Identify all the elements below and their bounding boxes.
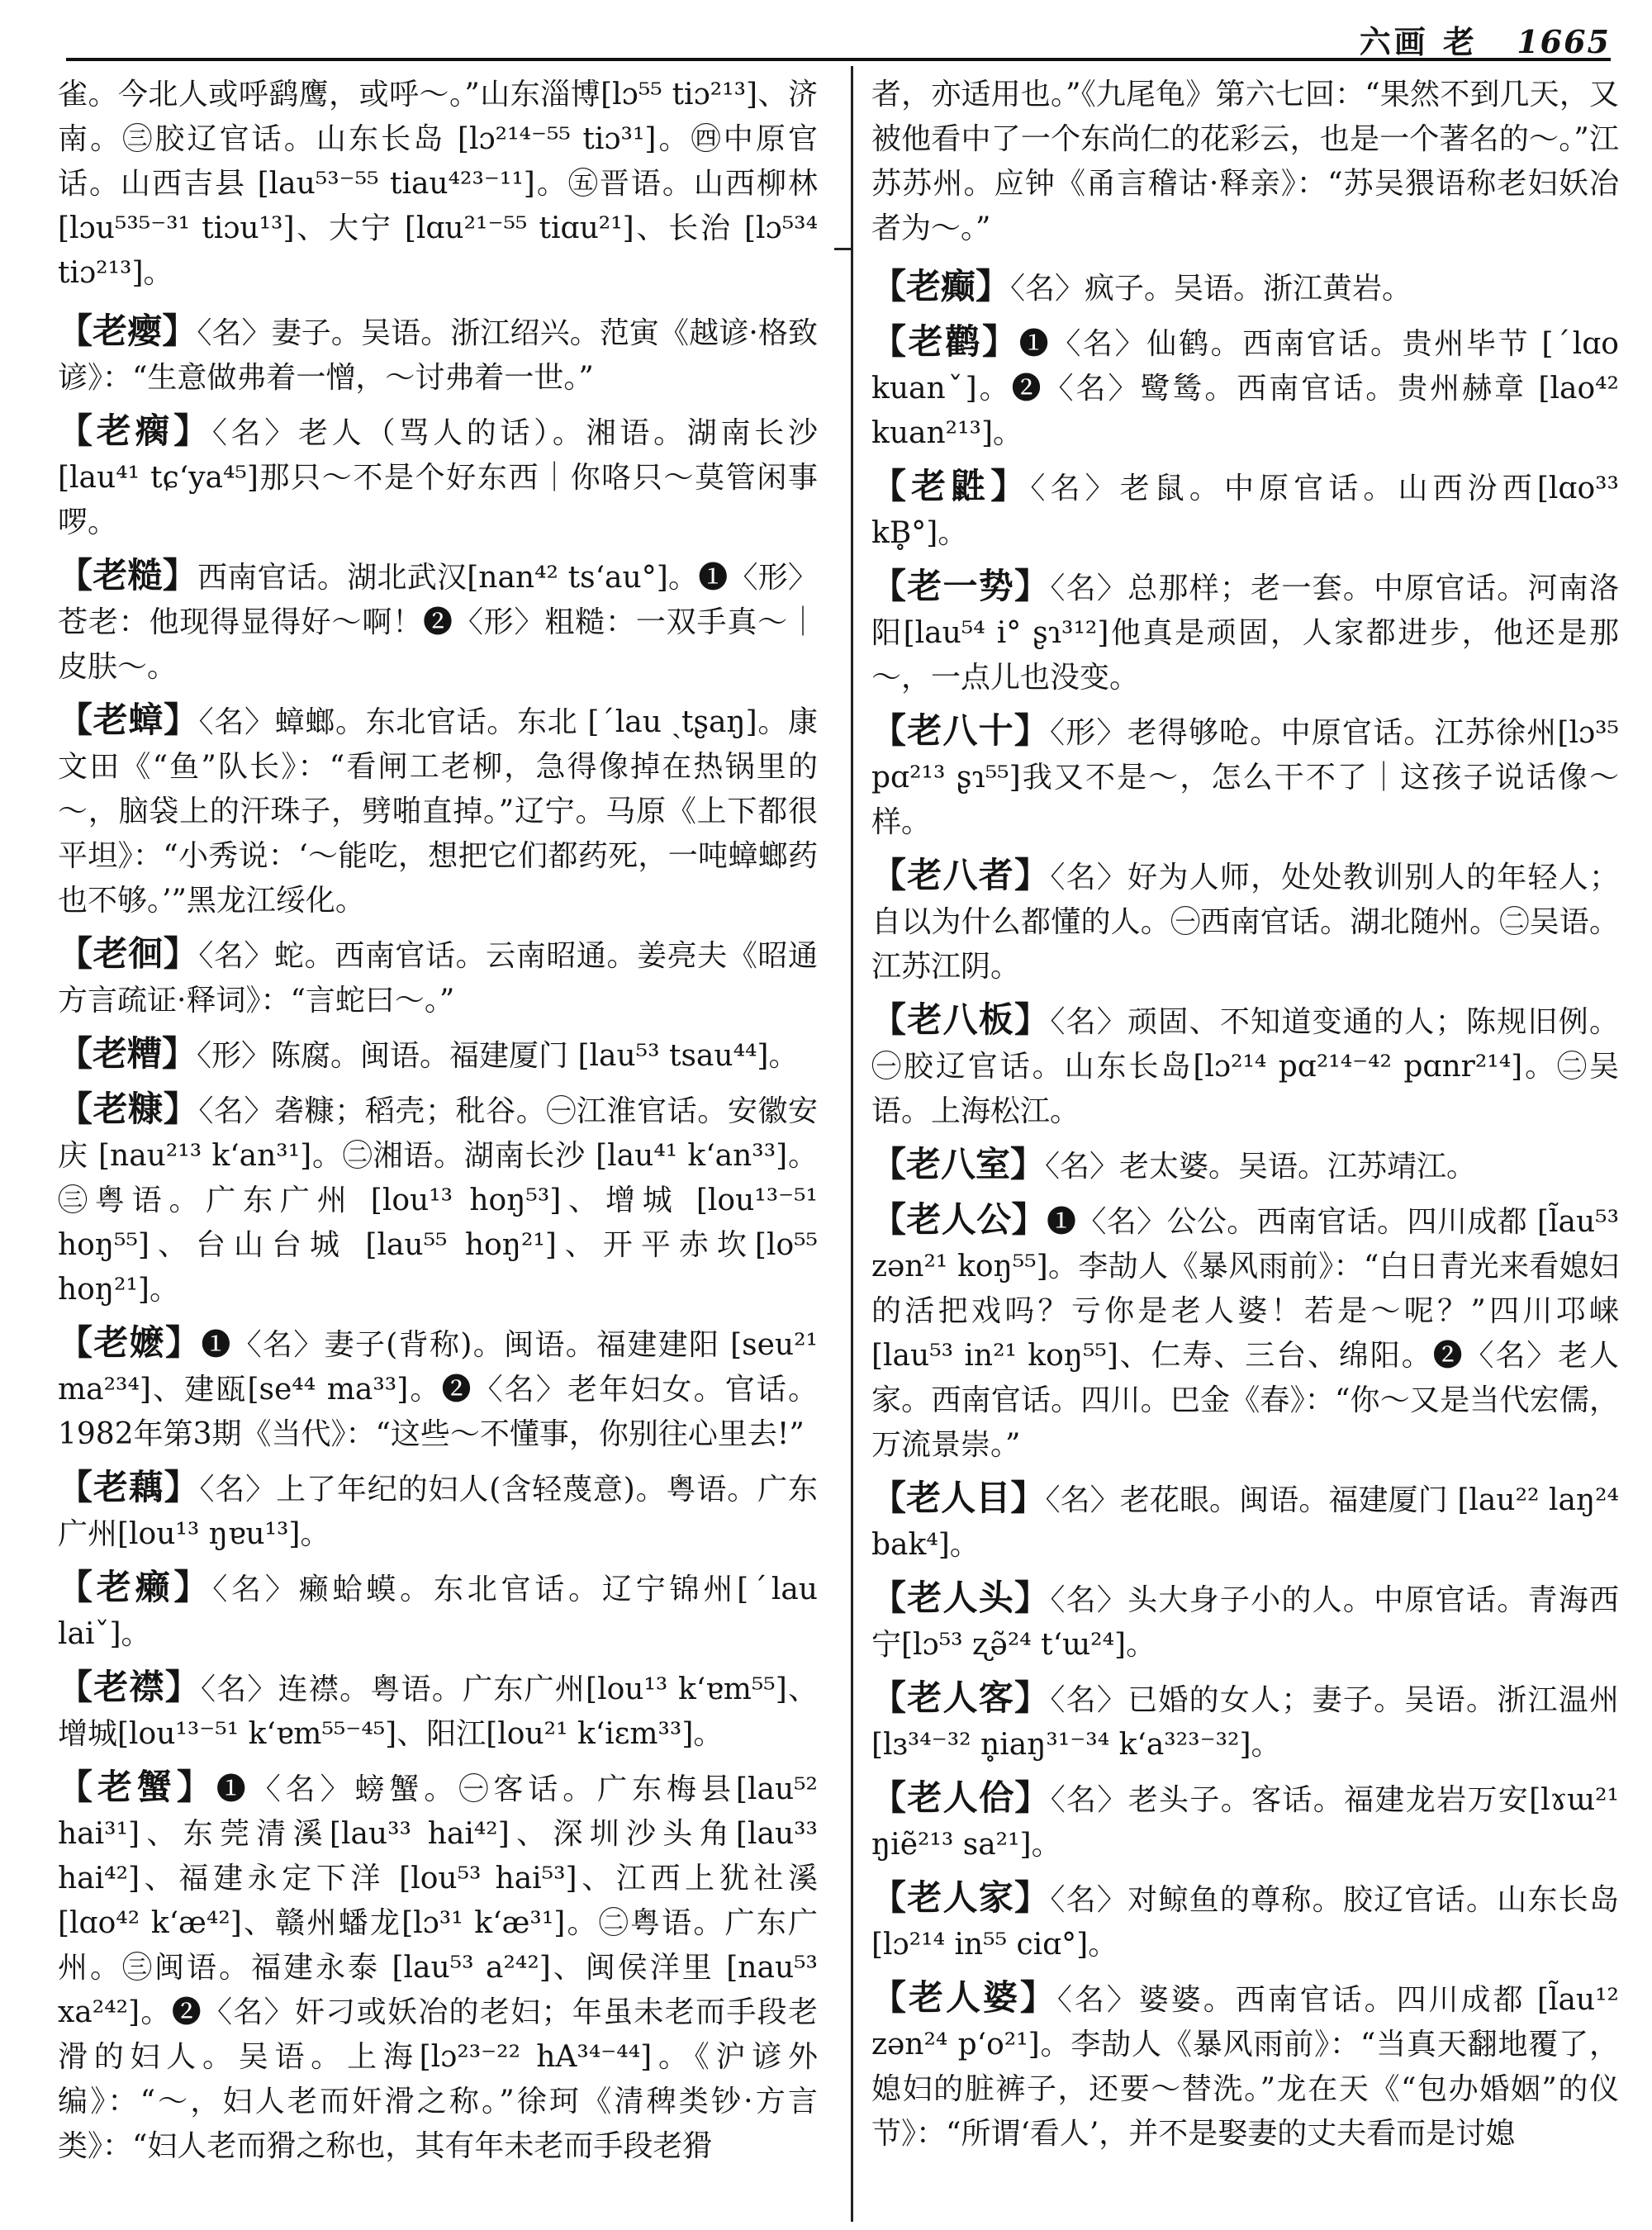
entry-definition: 〈名〉对鲸鱼的尊称。胶辽官话。山东长岛 [lɔ²¹⁴ in⁵⁵ ciɑ°]。: [871, 1883, 1619, 1962]
dictionary-entry: [58, 1665, 818, 1757]
dictionary-entry: [58, 73, 818, 296]
dictionary-entry: [871, 1676, 1619, 1767]
entry-definition: 〈名〉蟑螂。东北官话。东北 [ˊlau ˏtʂaŋ]。康文田《“鱼”队长》：“看闸工老柳，急得像掉在热锅里的～，脑袋上的汗珠子，劈啪直掉。”辽宁。马原《上下都很平坦》：“小秀说：‘～能吃，想把它们都药死，一吨蟑螂药也不够。’”黑龙江绥化。: [58, 705, 818, 918]
entry-definition: 〈名〉总那样；老一套。中原官话。河南洛阳[lau⁵⁴ i° ʂɿ³¹²]他真是顽固，人家都进步，他还是那～，一点儿也没变。: [871, 572, 1619, 695]
entry-headword: 【老鼪】: [871, 466, 1031, 506]
dictionary-entry: [58, 932, 818, 1023]
entry-headword: 【老人家】: [871, 1877, 1051, 1918]
dictionary-entry: [58, 1465, 818, 1557]
entry-headword: 【老一势】: [871, 566, 1051, 606]
dictionary-entry: [871, 320, 1619, 456]
dictionary-entry: [871, 1476, 1619, 1568]
entry-headword: 【老蟹】: [58, 1767, 216, 1807]
entry-headword: 【老八者】: [871, 855, 1051, 895]
entry-headword: 【老人目】: [871, 1478, 1046, 1518]
entry-definition: 〈形〉老得够呛。中原官话。江苏徐州[lɔ³⁵ pɑ²¹³ ʂɿ⁵⁵]我又不是～，怎么干不了｜这孩子说话像～样。: [871, 716, 1619, 839]
entry-definition: ❶〈名〉妻子(背称)。闽语。福建建阳 [seu²¹ ma²³⁴]、建瓯[se⁴⁴ ma³³]。❷〈名〉老年妇女。官话。1982年第3期《当代》：“这些～不懂事，你别往心里去!”: [58, 1328, 818, 1451]
entry-definition: 〈名〉老太婆。吴语。江苏靖江。: [1045, 1150, 1477, 1184]
entry-definition: 〈名〉婆婆。西南官话。四川成都 [l̃au¹² zən²⁴ pʻo²¹]。李劼人《暴风雨前》：“当真天翻地覆了，媳妇的脏裤子，还要～替洗。”龙在天《“包办婚姻”的仪节》：“所谓‘看人’，并不是娶妻的丈夫看而是讨媳: [871, 1983, 1619, 2151]
dictionary-entry: [871, 1876, 1619, 1967]
dictionary-entry: [871, 998, 1619, 1134]
entry-definition: 〈名〉连襟。粤语。广东广州[lou¹³ kʻɐm⁵⁵]、增城[lou¹³⁻⁵¹ kʻɐm⁵⁵⁻⁴⁵]、阳江[lou²¹ kʻiɛm³³]。: [58, 1672, 818, 1751]
entry-definition: 〈名〉癞蛤蟆。东北官话。辽宁锦州[ˊlau laiˇ]。: [58, 1573, 818, 1651]
dictionary-entry: [58, 1087, 818, 1312]
right-column: [871, 73, 1619, 2165]
dictionary-entry: [871, 1198, 1619, 1468]
entry-headword: 【老八十】: [871, 710, 1050, 751]
page-header: [66, 10, 1611, 61]
entry-headword: 【老人公】: [871, 1199, 1047, 1240]
dictionary-entry: [871, 853, 1619, 989]
column-divider: [851, 66, 853, 2222]
section-title: 六画 老: [1359, 23, 1478, 60]
entry-headword: 【老人佮】: [871, 1777, 1051, 1818]
entry-definition: 〈名〉老人（骂人的话）。湘语。湖南长沙 [lau⁴¹ tɕʻya⁴⁵]那只～不是个好东西｜你咯只～莫管闲事啰。: [58, 416, 818, 539]
entry-definition: 雀。今北人或呼鹞鹰，或呼～。”山东淄博[lɔ⁵⁵ tiɔ²¹³]、济南。㊂胶辽官话。山东长岛 [lɔ²¹⁴⁻⁵⁵ tiɔ³¹]。㊃中原官话。山西吉县 [lau⁵³⁻⁵⁵ tiau⁴²³⁻¹¹]。㊄晋语。山西柳林 [lɔu⁵³⁵⁻³¹ tiɔu¹³]、大宁 [lɑu²¹⁻⁵⁵ tiɑu²¹]、长治 [lɔ⁵³⁴ tiɔ²¹³]。: [58, 78, 818, 290]
entry-definition: 〈名〉砻糠；稻壳；秕谷。㊀江淮官话。安徽安庆 [nau²¹³ kʻan³¹]。㊁湘语。湖南长沙 [lau⁴¹ kʻan³³]。㊂粤语。广东广州 [lou¹³ hoŋ⁵³]、增城 [lou¹³⁻⁵¹ hoŋ⁵⁵]、台山台城 [lau⁵⁵ hoŋ²¹]、开平赤坎[lo⁵⁵ hoŋ²¹]。: [58, 1094, 818, 1307]
entry-definition: 〈名〉头大身子小的人。中原官话。青海西宁[lɔ⁵³ ʐə̃²⁴ tʻɯ²⁴]。: [871, 1583, 1619, 1662]
entry-headword: 【老癫】: [871, 266, 1011, 306]
entry-headword: 【老襟】: [58, 1667, 201, 1707]
entry-headword: 【老糟】: [58, 1033, 197, 1074]
entry-headword: 【老鹳】: [871, 321, 1019, 362]
entry-definition: ❶〈名〉仙鹤。西南官话。贵州毕节 [ˊlɑo kuanˇ]。❷〈名〉鹭鸶。西南官话。贵州赫章 [lao⁴² kuan²¹³]。: [871, 327, 1619, 450]
entry-headword: 【老瘸】: [58, 410, 212, 451]
entry-definition: 〈形〉陈腐。闽语。福建厦门 [lau⁵³ tsau⁴⁴]。: [197, 1039, 799, 1073]
entry-headword: 【老人客】: [871, 1677, 1051, 1718]
entry-headword: 【老藕】: [58, 1467, 200, 1507]
dictionary-entry: [58, 1765, 818, 2169]
entry-headword: 【老糙】: [58, 555, 197, 595]
entry-definition: 〈名〉老头子。客话。福建龙岩万安[lɤɯ²¹ ŋiẽ²¹³ sa²¹]。: [871, 1783, 1619, 1862]
entry-definition: 〈名〉老花眼。闽语。福建厦门 [lau²² laŋ²⁴ bak⁴]。: [871, 1483, 1619, 1562]
entry-headword: 【老徊】: [58, 933, 199, 974]
entry-definition: 〈名〉妻子。吴语。浙江绍兴。范寅《越谚·格致谚》：“生意做弗着一憎，～讨弗着一世。”: [58, 316, 818, 395]
entry-definition: 〈名〉好为人师，处处教训别人的年轻人；自以为什么都懂的人。㊀西南官话。湖北随州。㊁吴语。江苏江阴。: [871, 861, 1619, 984]
dictionary-entry: [871, 1142, 1619, 1189]
entry-definition: 〈名〉顽固、不知道变通的人；陈规旧例。㊀胶辽官话。山东长岛[lɔ²¹⁴ pɑ²¹⁴⁻⁴² pɑnr²¹⁴]。㊁吴语。上海松江。: [871, 1005, 1619, 1128]
dictionary-entry: [58, 1321, 818, 1457]
entry-headword: 【老八室】: [871, 1144, 1046, 1184]
entry-headword: 【老八板】: [871, 999, 1051, 1040]
entry-definition: 者，亦适用也。”《九尾龟》第六七回：“果然不到几天，又被他看中了一个东尚仁的花彩云，也是一个著名的～。”江苏苏州。应钟《甬言稽诂·释亲》：“苏吴猥语称老妇妖冶者为～。”: [871, 78, 1619, 245]
entry-headword: 【老蟑】: [58, 700, 199, 740]
entry-definition: 〈名〉已婚的女人；妻子。吴语。浙江温州 [lɜ³⁴⁻³² n̥iaŋ³¹⁻³⁴ kʻa³²³⁻³²]。: [871, 1683, 1619, 1762]
entry-definition: 〈名〉上了年纪的妇人(含轻蔑意)。粤语。广东广州[lou¹³ ŋɐu¹³]。: [58, 1473, 818, 1551]
entry-headword: 【老癞】: [58, 1567, 213, 1607]
dictionary-entry: [871, 564, 1619, 700]
dictionary-entry: [871, 1576, 1619, 1668]
column-divider-tick: [834, 248, 852, 250]
entry-headword: 【老嬷】: [58, 1322, 202, 1363]
dictionary-entry: [871, 709, 1619, 845]
dictionary-entry: [871, 1776, 1619, 1867]
left-column: [58, 73, 818, 2177]
dictionary-entry: [58, 698, 818, 923]
dictionary-entry: [871, 464, 1619, 556]
dictionary-entry: [58, 553, 818, 690]
dictionary-entry: [871, 1976, 1619, 2156]
entry-definition: 〈名〉蛇。西南官话。云南昭通。姜亮夫《昭通方言疏证·释词》：“言蛇曰～。”: [58, 939, 818, 1018]
entry-headword: 【老人婆】: [871, 1977, 1057, 2018]
entry-definition: ❶〈名〉螃蟹。㊀客话。广东梅县[lau⁵² hai³¹]、东莞清溪[lau³³ hai⁴²]、深圳沙头角[lau³³ hai⁴²]、福建永定下洋 [lou⁵³ hai⁵³]、江西上犹社溪 [lɑo⁴² kʻæ⁴²]、赣州蟠龙[lɔ³¹ kʻæ³¹]。㊁粤语。广东广州。㊂闽语。福建永泰 [lau⁵³ a²⁴²]、闽侯洋里 [nau⁵³ xa²⁴²]。❷〈名〉奸刁或妖冶的老妇；年虽未老而手段老滑的妇人。吴语。上海[lɔ²³⁻²² hA³⁴⁻⁴⁴]。《沪谚外编》：“～，妇人老而奸滑之称。”徐珂《清稗类钞·方言类》：“妇人老而猾之称也，其有年未老而手段老猾: [58, 1772, 818, 2163]
dictionary-entry: [871, 264, 1619, 311]
entry-headword: 【老糠】: [58, 1089, 199, 1129]
entry-headword: 【老人头】: [871, 1578, 1051, 1618]
header-right: [1360, 17, 1611, 62]
dictionary-entry: [871, 73, 1619, 251]
dictionary-entry: [58, 1032, 818, 1079]
dictionary-entry: [58, 309, 818, 401]
entry-definition: 〈名〉疯子。吴语。浙江黄岩。: [1010, 272, 1412, 306]
entry-headword: 【老瘿】: [58, 311, 197, 351]
dictionary-entry: [58, 1565, 818, 1657]
entry-definition: ❶〈名〉公公。西南官话。四川成都 [l̃au⁵³ zən²¹ koŋ⁵⁵]。李劼人《暴风雨前》：“白日青光来看媳妇的活把戏吗？亏你是老人婆！若是～呢？”四川邛崃[lau⁵³ in²¹ koŋ⁵⁵]、仁寿、三台、绵阳。❷〈名〉老人家。西南官话。四川。巴金《春》：“你～又是当代宏儒，万流景崇。”: [871, 1205, 1619, 1462]
dictionary-entry: [58, 409, 818, 545]
entry-definition: 西南官话。湖北武汉[nan⁴² tsʻau°]。❶〈形〉苍老：他现得显得好～啊！❷〈形〉粗糙：一双手真～｜皮肤～。: [58, 561, 818, 684]
page-number: 1665: [1517, 23, 1611, 60]
entry-definition: 〈名〉老鼠。中原官话。山西汾西[lɑo³³ kB̥°]。: [871, 472, 1619, 550]
